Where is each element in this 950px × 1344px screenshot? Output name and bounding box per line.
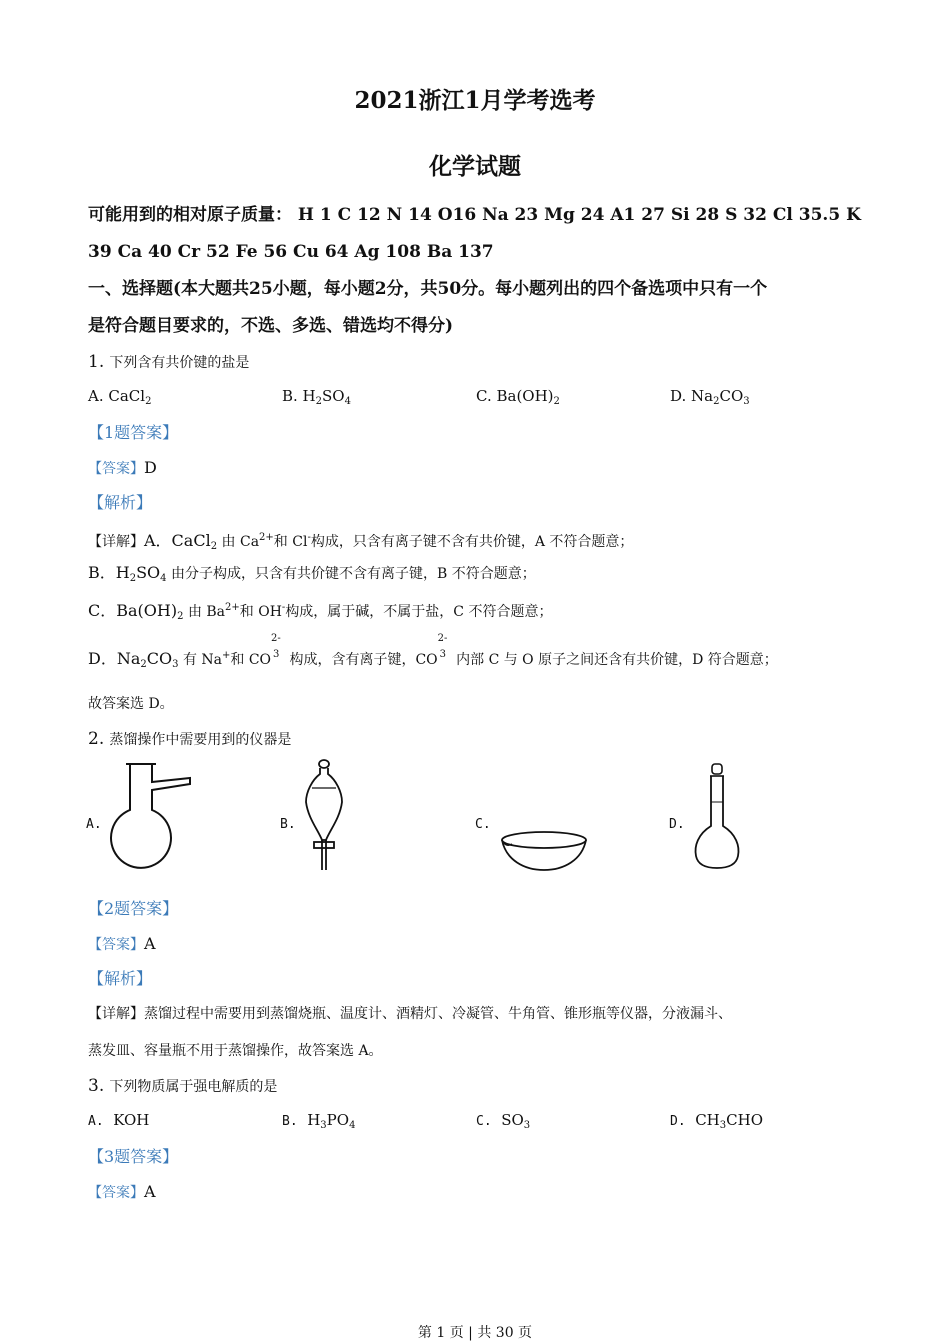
volumetric-flask-figure xyxy=(690,762,744,872)
q1-option-b: B. $H_2SO_4$ xyxy=(282,387,351,407)
document-subtitle: 化学试题 xyxy=(429,153,521,180)
q2-label-b: B. xyxy=(280,817,296,832)
q2-label-a: A. xyxy=(86,817,102,832)
q1-option-d: D. $Na_2CO_3$ xyxy=(670,387,750,407)
q3-option-c: C. $SO_3$ xyxy=(476,1111,531,1131)
page-footer: 第 1 页 | 共 30 页 xyxy=(417,1325,533,1341)
atomic-mass-line-1: 可能用到的相对原子质量： H 1 C 12 N 14 O16 Na 23 Mg 24 A1 27 Si 28 S 32 Cl 35.5 K xyxy=(88,205,861,225)
q2-answer-header: 【2题答案】 xyxy=(88,899,179,918)
document-title: 2021浙江1月学考选考 xyxy=(354,87,596,114)
q3-answer-header: 【3题答案】 xyxy=(88,1147,179,1166)
q1-detail-d: D．$Na_2CO_3$ 有 Na+和 CO 2- 3 构成，含有离子键，CO 2- 3 内部 C 与 O 原子之间还含有共价键，D 符合题意； xyxy=(88,633,778,670)
q2-stem: 2. 蒸馏操作中需要用到的仪器是 xyxy=(88,729,292,749)
q1-answer-header: 【1题答案】 xyxy=(88,423,179,442)
q1-stem: 1. 下列含有共价键的盐是 xyxy=(88,352,250,372)
q2-detail-line-2: 蒸发皿、容量瓶不用于蒸馏操作，故答案选 A。 xyxy=(88,1043,383,1059)
q1-analysis-label: 【解析】 xyxy=(88,493,153,512)
q1-option-c: C. $Ba(OH)_2$ xyxy=(476,387,560,407)
q3-option-a: A. KOH xyxy=(88,1111,150,1129)
separatory-funnel-figure xyxy=(300,758,350,872)
q2-detail-line-1: 【详解】蒸馏过程中需要用到蒸馏烧瓶、温度计、酒精灯、冷凝管、牛角管、锥形瓶等仪器，分液漏斗、 xyxy=(88,1006,732,1022)
section-heading-line-2: 是符合题目要求的，不选、多选、错选均不得分) xyxy=(88,316,454,336)
q1-option-a: A. CaCl$_2$ xyxy=(88,387,152,407)
distillation-flask-figure xyxy=(104,762,196,872)
q3-option-d: D. $CH_3CHO$ xyxy=(670,1111,763,1131)
q2-label-d: D. xyxy=(669,817,685,832)
q2-answer: 【答案】A xyxy=(88,934,156,953)
q1-detail-a: 【详解】A．CaCl$_2$ 由 $Ca^{2+}$和 Cl-构成，只含有离子键不含有共价键，A 不符合题意； xyxy=(88,531,634,552)
q3-option-b: B. $H_3PO_4$ xyxy=(282,1111,356,1131)
q1-answer: 【答案】D xyxy=(88,458,157,477)
q2-analysis-label: 【解析】 xyxy=(88,969,153,988)
q3-answer: 【答案】A xyxy=(88,1182,156,1201)
q1-detail-b: B．$H_2SO_4$ 由分子构成，只含有共价键不含有离子键，B 不符合题意； xyxy=(88,563,536,584)
atomic-mass-line-2: 39 Ca 40 Cr 52 Fe 56 Cu 64 Ag 108 Ba 137 xyxy=(88,242,494,262)
q3-stem: 3. 下列物质属于强电解质的是 xyxy=(88,1076,278,1096)
evaporating-dish-figure xyxy=(498,828,590,874)
q2-label-c: C. xyxy=(475,817,491,832)
q1-detail-c: C．$Ba(OH)_2$ 由 $Ba^{2+}$和 OH-构成，属于碱，不属于盐，C 不符合题意； xyxy=(88,601,553,622)
q1-conclusion: 故答案选 D。 xyxy=(88,696,174,712)
section-heading-line-1: 一、选择题(本大题共25小题，每小题2分，共50分。每小题列出的四个备选项中只有一个 xyxy=(88,279,768,299)
